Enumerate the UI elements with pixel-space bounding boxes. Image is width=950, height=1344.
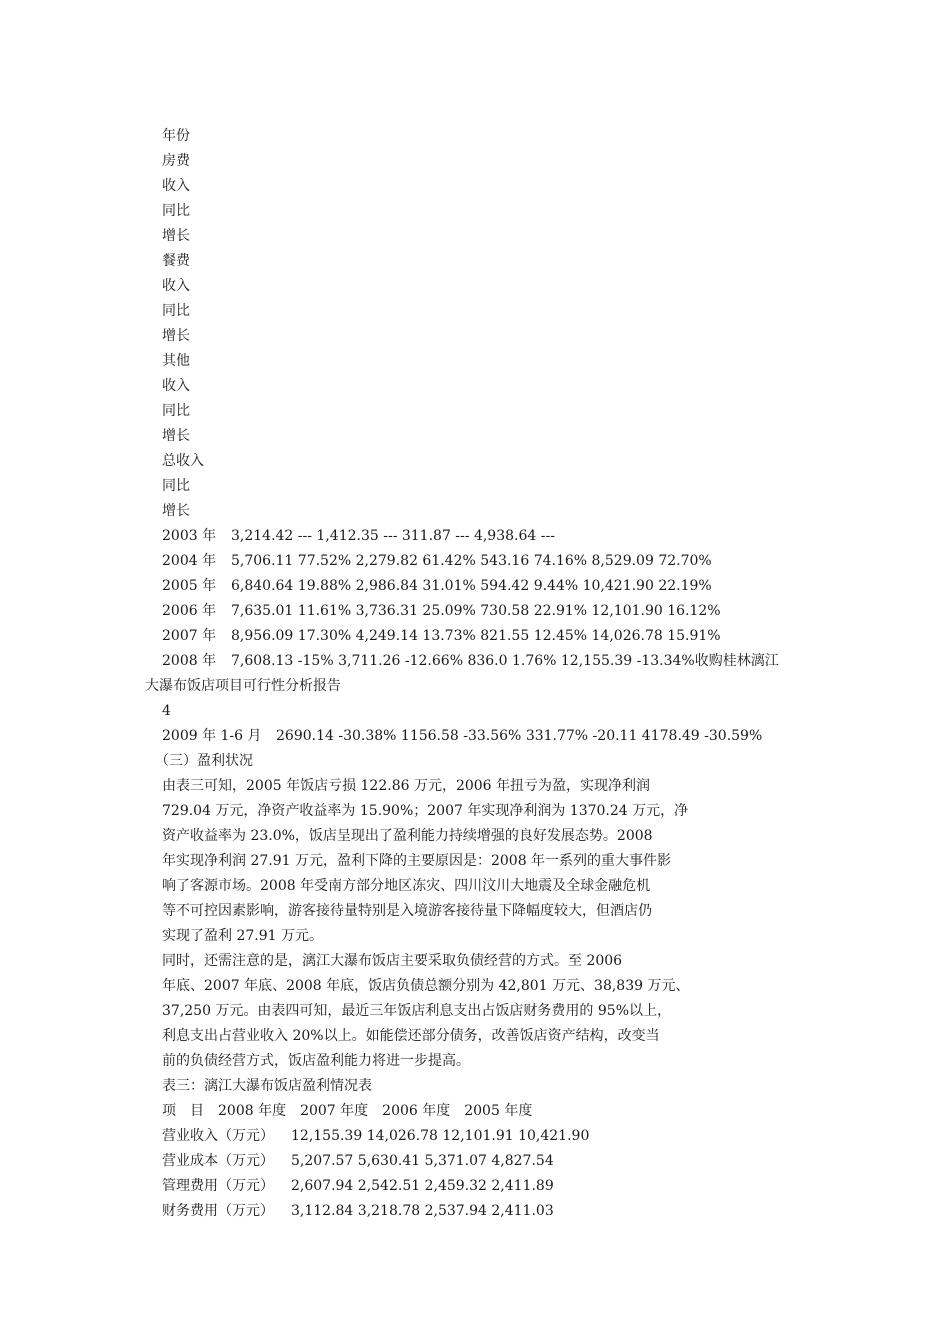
table-row-values: 2,607.94 2,542.51 2,459.32 2,411.89: [291, 1178, 554, 1194]
table-row-values: 3,112.84 3,218.78 2,537.94 2,411.03: [291, 1203, 554, 1219]
table-header-cell: 增长: [162, 228, 190, 244]
table-header-cell: 增长: [162, 428, 190, 444]
year-row-values: 8,956.09 17.30% 4,249.14 13.73% 821.55 12.45% 14,026.78 15.91%: [231, 628, 721, 644]
paragraph-line: 响了客源市场。2008 年受南方部分地区冻灾、四川汶川大地震及全球金融危机: [162, 878, 651, 894]
table-header-cell: 年份: [162, 128, 190, 144]
table-title: 表三：漓江大瀑布饭店盈利情况表: [162, 1078, 372, 1094]
paragraph-line: 由表三可知，2005 年饭店亏损 122.86 万元，2006 年扭亏为盈，实现净利润: [162, 778, 651, 794]
table-header-row: 项 目 2008 年度 2007 年度 2006 年度 2005 年度: [162, 1103, 533, 1119]
table-row-label: 管理费用（万元）: [162, 1178, 274, 1194]
table-header-cell: 同比: [162, 478, 190, 494]
paragraph-line: 年底、2007 年底、2008 年底，饭店负债总额分别为 42,801 万元、38,839 万元、: [162, 978, 690, 994]
table-row-values: 12,155.39 14,026.78 12,101.91 10,421.90: [291, 1128, 590, 1144]
year-row-values: 7,608.13 -15% 3,711.26 -12.66% 836.0 1.76% 12,155.39 -13.34%收购桂林漓江: [231, 653, 779, 669]
year-row-label: 2009 年 1-6 月: [162, 728, 262, 744]
running-header: 大瀑布饭店项目可行性分析报告: [145, 678, 341, 694]
year-row-values: 7,635.01 11.61% 3,736.31 25.09% 730.58 22.91% 12,101.90 16.12%: [231, 603, 721, 619]
paragraph-line: 利息支出占营业收入 20%以上。如能偿还部分债务，改善饭店资产结构，改变当: [162, 1028, 660, 1044]
table-row-label: 财务费用（万元）: [162, 1203, 274, 1219]
year-row-values: 2690.14 -30.38% 1156.58 -33.56% 331.77% -20.11 4178.49 -30.59%: [276, 728, 763, 744]
year-row-values: 5,706.11 77.52% 2,279.82 61.42% 543.16 74.16% 8,529.09 72.70%: [231, 553, 712, 569]
year-row-label: 2004 年: [162, 553, 217, 569]
paragraph-line: 前的负债经营方式，饭店盈利能力将进一步提高。: [162, 1053, 470, 1069]
table-header-cell: 同比: [162, 203, 190, 219]
year-row-label: 2005 年: [162, 578, 217, 594]
year-row-values: 6,840.64 19.88% 2,986.84 31.01% 594.42 9.44% 10,421.90 22.19%: [231, 578, 712, 594]
year-row-values: 3,214.42 --- 1,412.35 --- 311.87 --- 4,938.64 ---: [231, 528, 555, 544]
paragraph-line: 同时，还需注意的是，漓江大瀑布饭店主要采取负债经营的方式。至 2006: [162, 953, 623, 969]
year-row-label: 2007 年: [162, 628, 217, 644]
paragraph-line: 实现了盈利 27.91 万元。: [162, 928, 323, 944]
table-header-cell: 总收入: [162, 453, 204, 469]
table-row-label: 营业成本（万元）: [162, 1153, 274, 1169]
table-header-cell: 餐费: [162, 253, 190, 269]
table-header-cell: 收入: [162, 278, 190, 294]
year-row-label: 2006 年: [162, 603, 217, 619]
table-header-cell: 增长: [162, 328, 190, 344]
section-title: （三）盈利状况: [155, 753, 253, 769]
paragraph-line: 年实现净利润 27.91 万元，盈利下降的主要原因是：2008 年一系列的重大事件影: [162, 853, 672, 869]
table-row-label: 营业收入（万元）: [162, 1128, 274, 1144]
paragraph-line: 资产收益率为 23.0%，饭店呈现出了盈利能力持续增强的良好发展态势。2008: [162, 828, 653, 844]
page-number: 4: [162, 703, 171, 719]
paragraph-line: 等不可控因素影响，游客接待量特别是入境游客接待量下降幅度较大，但酒店仍: [162, 903, 652, 919]
table-header-cell: 同比: [162, 303, 190, 319]
table-header-cell: 同比: [162, 403, 190, 419]
table-header-cell: 增长: [162, 503, 190, 519]
paragraph-line: 37,250 万元。由表四可知，最近三年饭店利息支出占饭店财务费用的 95%以上，: [162, 1003, 672, 1019]
year-row-label: 2003 年: [162, 528, 217, 544]
paragraph-line: 729.04 万元，净资产收益率为 15.90%；2007 年实现净利润为 1370.24 万元，净: [162, 803, 689, 819]
table-row-values: 5,207.57 5,630.41 5,371.07 4,827.54: [291, 1153, 554, 1169]
table-header-cell: 收入: [162, 178, 190, 194]
table-header-cell: 其他: [162, 353, 190, 369]
table-header-cell: 收入: [162, 378, 190, 394]
year-row-label: 2008 年: [162, 653, 217, 669]
table-header-cell: 房费: [162, 153, 190, 169]
